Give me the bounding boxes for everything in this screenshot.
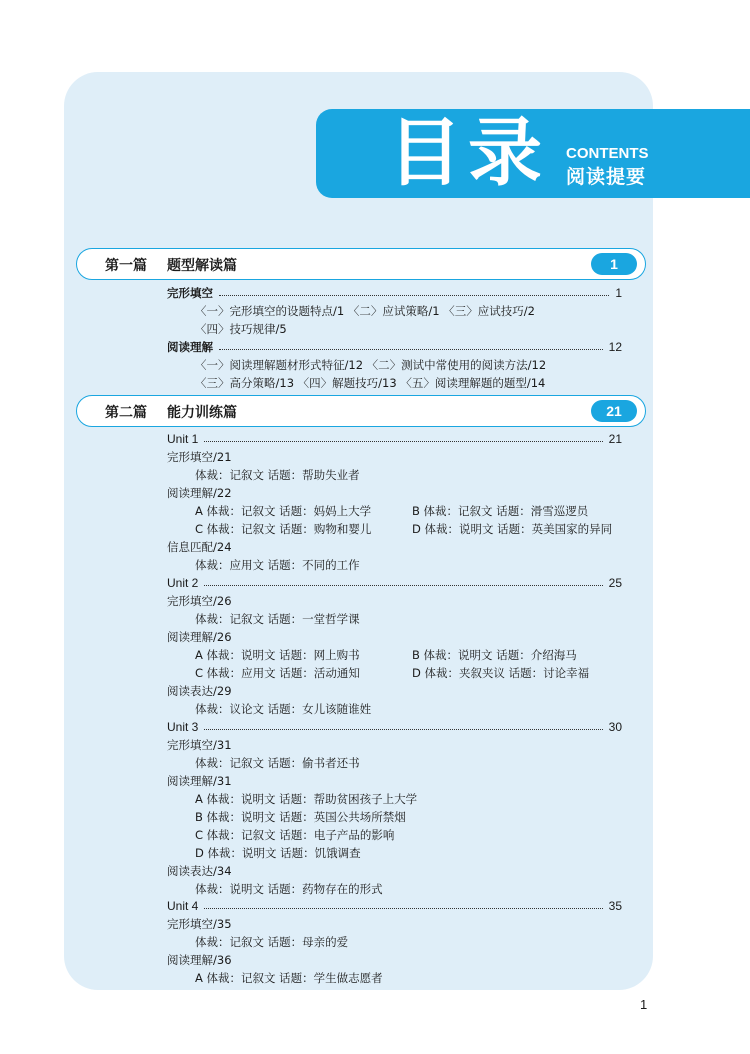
toc-subline: 体裁：记叙文 话题：偷书者还书 [195,756,360,770]
toc-item: 阅读表达/29 [167,684,232,698]
entry-page: 30 [608,720,622,734]
entry-title: Unit 2 [167,576,199,590]
title-banner [316,109,750,198]
toc-item: 阅读理解/26 [167,630,232,644]
page-title: 目录 [388,110,548,196]
toc-subline: C 体裁：记叙文 话题：购物和婴儿 [195,522,372,536]
toc-subline: C 体裁：记叙文 话题：电子产品的影响 [195,828,395,842]
section-label: 第一篇 [105,258,147,274]
toc-subline: 〈一〉完形填空的设题特点/1 〈二〉应试策略/1 〈三〉应试技巧/2 [195,304,535,318]
toc-item: 信息匹配/24 [167,540,232,554]
entry-page: 1 [615,286,622,300]
dot-leader [204,441,602,442]
toc-subline: 〈一〉阅读理解题材形式特征/12 〈二〉测试中常使用的阅读方法/12 [195,358,547,372]
toc-item: 完形填空/35 [167,917,232,931]
toc-subline: D 体裁：说明文 话题：英美国家的异同 [412,522,613,536]
dot-leader [204,908,602,909]
section-page-badge: 21 [591,400,637,422]
contents-label: CONTENTS [566,145,649,162]
toc-subline: A 体裁：说明文 话题：帮助贫困孩子上大学 [195,792,418,806]
entry-page: 12 [608,340,622,354]
toc-entry-unit4[interactable] [167,897,622,915]
toc-item: 完形填空/21 [167,450,232,464]
toc-subline: A 体裁：记叙文 话题：妈妈上大学 [195,504,372,518]
toc-subline: B 体裁：记叙文 话题：滑雪巡逻员 [412,504,589,518]
entry-title: 完形填空 [167,286,213,300]
toc-subline: 体裁：议论文 话题：女儿该随谁姓 [195,702,372,716]
dot-leader [219,349,603,350]
toc-entry-unit3[interactable] [167,718,622,736]
toc-subline: D 体裁：夹叙夹议 话题：讨论幸福 [412,666,590,680]
toc-subline: A 体裁：记叙文 话题：学生做志愿者 [195,971,383,985]
entry-title: 阅读理解 [167,340,213,354]
entry-title: Unit 3 [167,720,199,734]
toc-subline: B 体裁：说明文 话题：英国公共场所禁烟 [195,810,406,824]
dot-leader [219,295,609,296]
section-name: 题型解读篇 [167,258,237,274]
toc-subline: 体裁：记叙文 话题：母亲的爱 [195,935,349,949]
entry-page: 21 [608,432,622,446]
toc-item: 完形填空/31 [167,738,232,752]
toc-item: 阅读理解/22 [167,486,232,500]
entry-title: Unit 1 [167,432,199,446]
section-bar-part1[interactable] [76,248,646,280]
dot-leader [204,729,602,730]
toc-entry-unit1[interactable] [167,430,622,448]
entry-page: 25 [608,576,622,590]
section-page-badge: 1 [591,253,637,275]
entry-page: 35 [608,899,622,913]
subtitle: 阅读提要 [566,166,647,188]
section-label: 第二篇 [105,405,147,421]
toc-subline: D 体裁：说明文 话题：饥饿调查 [195,846,361,860]
page-number: 1 [640,997,648,1012]
toc-subline: 体裁：记叙文 话题：帮助失业者 [195,468,360,482]
toc-subline: C 体裁：应用文 话题：活动通知 [195,666,360,680]
toc-entry-reading[interactable] [167,338,622,356]
section-name: 能力训练篇 [167,405,237,421]
toc-item: 完形填空/26 [167,594,232,608]
dot-leader [204,585,602,586]
toc-subline: 体裁：记叙文 话题：一堂哲学课 [195,612,360,626]
toc-entry-unit2[interactable] [167,574,622,592]
toc-item: 阅读理解/31 [167,774,232,788]
section-bar-part2[interactable] [76,395,646,427]
entry-title: Unit 4 [167,899,199,913]
toc-item: 阅读理解/36 [167,953,232,967]
toc-subline: 〈四〉技巧规律/5 [195,322,287,336]
toc-subline: B 体裁：说明文 话题：介绍海马 [412,648,577,662]
toc-entry-cloze[interactable] [167,284,622,302]
toc-subline: 体裁：说明文 话题：药物存在的形式 [195,882,383,896]
toc-subline: A 体裁：说明文 话题：网上购书 [195,648,360,662]
toc-item: 阅读表达/34 [167,864,232,878]
toc-subline: 体裁：应用文 话题：不同的工作 [195,558,360,572]
toc-subline: 〈三〉高分策略/13 〈四〉解题技巧/13 〈五〉阅读理解题的题型/14 [195,376,546,390]
